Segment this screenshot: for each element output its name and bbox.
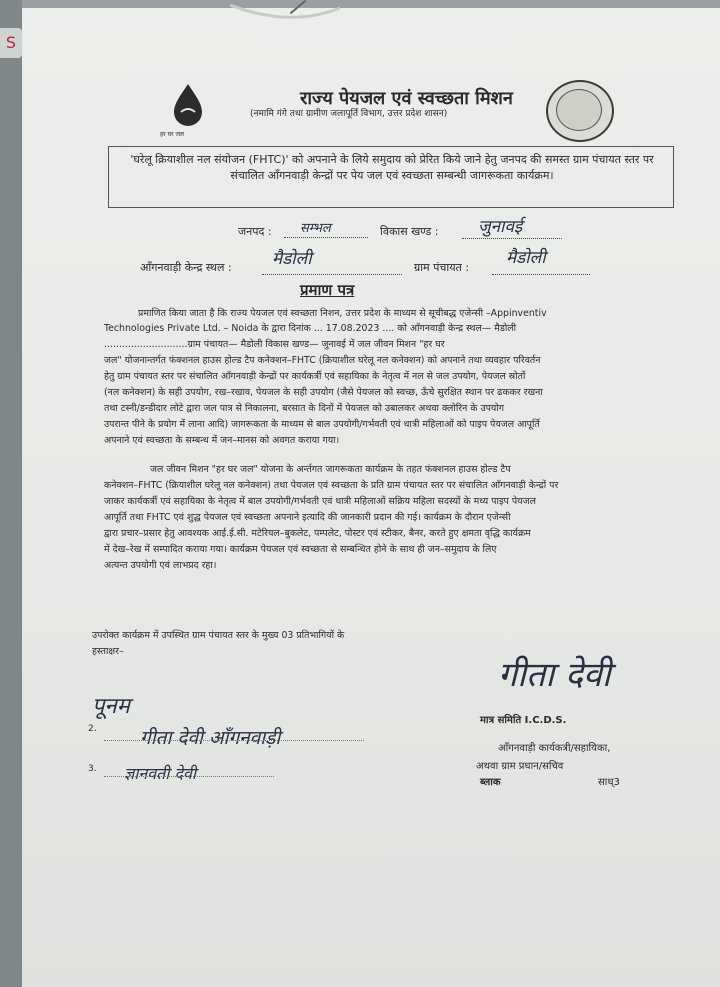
para2-line2: कनेक्शन–FHTC (क्रियाशील घरेलू नल कनेक्शन) तथा पेयजल एवं स्वच्छता के प्रति ग्राम पंचायत स्तर पर संचालित आँगनवाड़ी केन्द्रों पर	[104, 480, 559, 491]
para1-line5: हेतु ग्राम पंचायत स्तर पर संचालित आँगनवाड़ी केन्द्रों पर कार्यकर्त्री एवं सहायिका के नेतृत्व में नल से जल उपयोग, पेयजल स्रोतों	[104, 371, 526, 382]
certificate-title: प्रमाण पत्र	[300, 281, 355, 299]
vikas-khand-value: जुनावई	[478, 217, 523, 237]
gram-panchayat-label: ग्राम पंचायत :	[414, 261, 470, 274]
para2-line3: जाकर कार्यकर्त्री एवं सहायिका के नेतृत्व में बाल उपयोगी/गर्भवती एवं धात्री महिलाओं सक्रिय महिला सदस्यों के मध्य पाइप पेयजल	[104, 496, 536, 507]
para2-line7: अत्यन्त उपयोगी एवं लाभप्रद रहा।	[104, 560, 217, 571]
stamp-line-1: मात्र समिति I.C.D.S.	[480, 715, 567, 726]
program-box-text: 'घरेलू क्रियाशील नल संयोजन (FHTC)' को अपनाने के लिये समुदाय को प्रेरित किये जाने हेतु जनपद की समस्त ग्राम पंचायत स्तर पर संचालित आँगनवाड़ी केन्द्रों पर पेय जल एवं स्वच्छता सम्बन्धी जागरूकता कार्यक्रम।	[130, 153, 654, 182]
right-signature: गीता देवी	[498, 655, 611, 695]
stamp-line-2: आँगनवाड़ी कार्यकत्री/सहायिका,	[498, 743, 611, 754]
vikas-khand-label: विकास खण्ड :	[380, 225, 439, 238]
para1-line8: उपरान्त पीने के प्रयोग में लाना आदि) जागरूकता के माध्यम से बाल उपयोगी/गर्भवती एवं धात्री महिलाओं को पाइप पेयजल आपूर्ति	[104, 419, 540, 430]
signatories-line1: उपरोक्त कार्यक्रम में उपस्थित ग्राम पंचायत स्तर के मुख्य 03 प्रतिभागियों के	[92, 630, 345, 641]
gram-panchayat-value: मैडोली	[506, 248, 546, 268]
anganwadi-label: आँगनवाड़ी केन्द्र स्थल :	[140, 261, 232, 274]
page-subheading: (नमामि गंगे तथा ग्रामीण जलापूर्ति विभाग, उत्तर प्रदेश शासन)	[250, 109, 448, 119]
signature-2-line	[104, 740, 364, 741]
signature-2: गीता देवी आँगनवाड़ी	[140, 727, 281, 749]
para1-line7: तथा टस्नी/डन्डीदार लोटे द्वारा जल पात्र से निकालना, बरसात के दिनों में पेयजल को उबालकर अथवा क्लोरिन के उपयोग	[104, 403, 505, 414]
anganwadi-value: मैडोली	[272, 249, 312, 269]
para1-line6: (नल कनेक्शन) के सही उपयोग, रख–रखाव, पेयजल के सही उपयोग (जैसे पेयजल को स्वच्छ, ऊँचे सुरक्षित स्थान पर ढककर रखना	[104, 387, 543, 398]
signature-3: ज्ञानवती देवी	[124, 764, 197, 783]
har-ghar-jal-logo	[166, 82, 210, 134]
logo-caption: हर घर जल	[160, 131, 184, 138]
background-surface	[0, 0, 22, 987]
para1-line2: Technologies Private Ltd. – Noida के द्वारा दिनांक ... 17.08.2023 .... को आँगनवाड़ी केन्द्र स्थल— मैडोली	[104, 323, 517, 334]
para1-line3: ............................ग्राम पंचायत— मैडोली विकास खण्ड— जुनावई में जल जीवन मिशन "हर घर	[104, 339, 445, 350]
stamp-line-3: अथवा ग्राम प्रधान/सचिव	[476, 761, 564, 772]
para1-line9: अपनाने एवं स्वच्छता के सम्बन्ध में जन–मानस को अवगत कराया गया।	[104, 435, 340, 446]
para1-line1: प्रमाणित किया जाता है कि राज्य पेयजल एवं स्वच्छता निशन, उत्तर प्रदेश के माध्यम से सूचीबद्ध एजेन्सी –Appinventiv	[138, 308, 547, 319]
adjacent-paper-edge: S	[0, 28, 22, 58]
para2-line6: में देख–रेख में सम्पादित कराया गया। कार्यक्रम पेयजल एवं स्वच्छता से सम्बन्धित होने के साथ ही जन–समुदाय के लिए	[104, 544, 497, 555]
para2-line1: जल जीवन मिशन "हर घर जल" योजना के अर्न्तगत जागरूकता कार्यक्रम के तहत फंक्शनल हाउस होल्ड टैप	[150, 464, 511, 475]
signature-3-line	[104, 776, 274, 777]
crease-mark	[230, 0, 350, 30]
para1-line4: जल" योजनान्तर्गत फंक्शनल हाउस होल्ड टैप कनेक्शन–FHTC (क्रियाशील घरेलू नल कनेक्शन) को अपनाने तथा व्यवहार परिवर्तन	[104, 355, 541, 366]
up-government-seal-icon	[546, 80, 614, 142]
janpad-value: सम्भल	[300, 221, 331, 236]
signature-3-number: 3.	[88, 764, 97, 774]
signature-1: पूनम	[92, 694, 130, 719]
stamp-block: ब्लाक	[480, 777, 501, 788]
para2-line5: द्वारा प्रचार–प्रसार हेतु आवश्यक आई.ई.सी. मटेरियल–बुकलेट, पम्पलेट, पोस्टर एवं स्टीकर, बैनर, करते हुए क्षमता वृद्धि कार्यक्रम	[104, 528, 531, 539]
signature-2-number: 2.	[88, 724, 97, 734]
janpad-label: जनपद :	[238, 225, 272, 238]
page-heading: राज्य पेयजल एवं स्वच्छता मिशन	[300, 88, 513, 109]
para2-line4: आपूर्ति तथा FHTC एवं शुद्ध पेयजल एवं स्वच्छता अपनाने इत्यादि की जानकारी प्रदान की गई। कार्यक्रम के दौरान एजेन्सी	[104, 512, 511, 523]
signatories-line2: हस्ताक्षर–	[92, 646, 124, 657]
stamp-sachiv: साध्3	[598, 777, 620, 788]
